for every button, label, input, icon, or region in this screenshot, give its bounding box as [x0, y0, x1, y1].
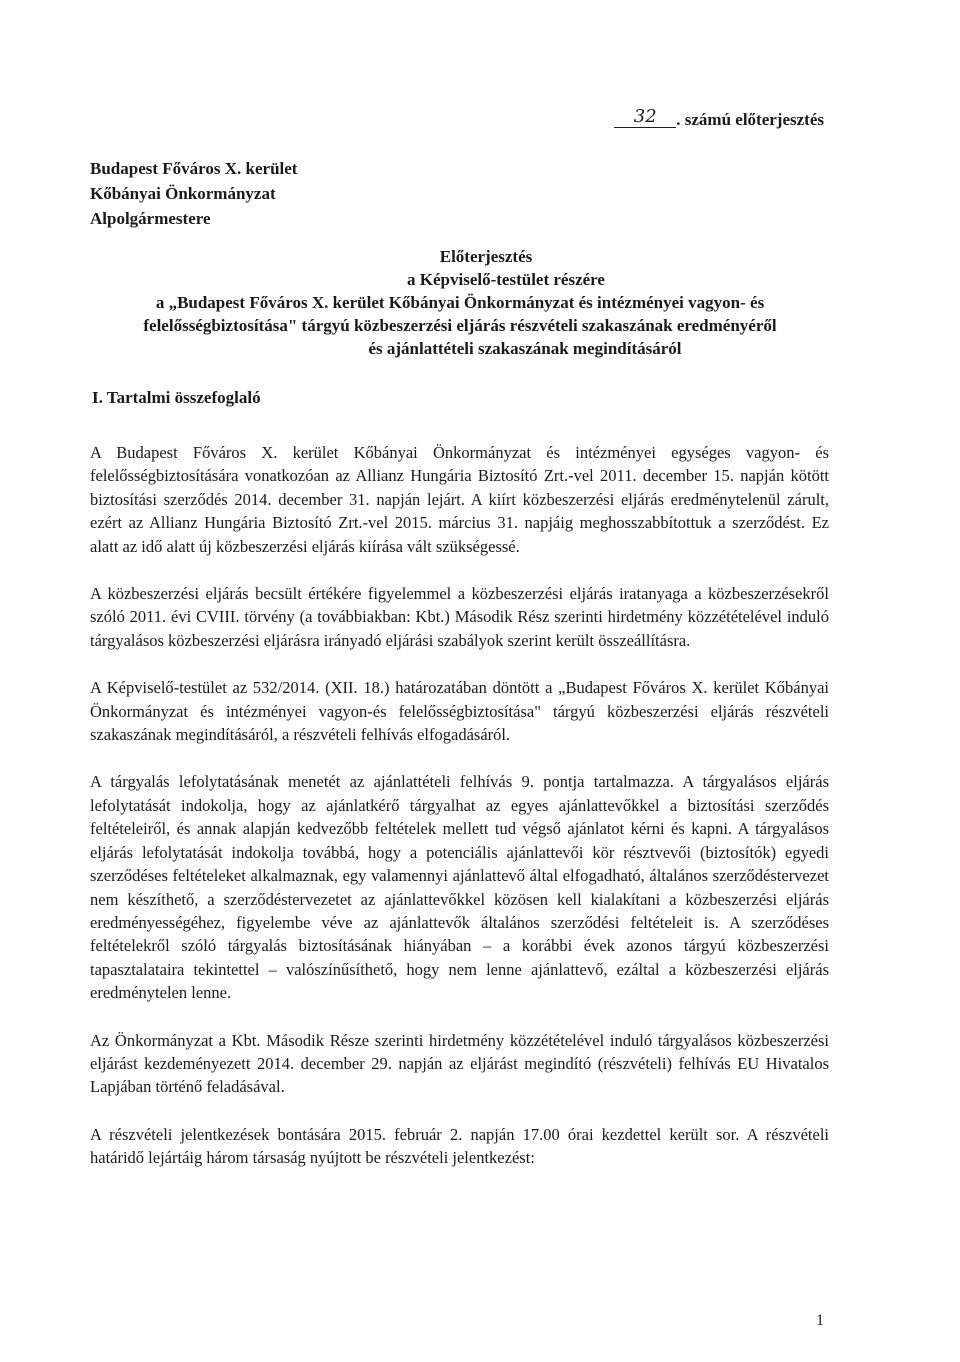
issuer-line-2: Kőbányai Önkormányzat [90, 184, 276, 203]
title-line-2: a Képviselő-testület részére [407, 270, 605, 289]
paragraph: A Képviselő-testület az 532/2014. (XII. 18.) határozatában döntött a „Budapest Főváros X. kerület Kőbányai Önkormányzat és intézményei vagyon-és felelősségbiztosítása" tárgyú közbeszerzési eljárás részvételi szakaszának megindításáról, a részvételi felhívás elfogadásáról. [90, 678, 829, 745]
page-number: 1 [816, 1312, 824, 1329]
document-title [90, 245, 830, 360]
issuer-line-1: Budapest Főváros X. kerület [90, 159, 298, 178]
paragraph: A részvételi jelentkezések bontására 2015. február 2. napján 17.00 órai kezdettel került sor. A részvételi határidő lejártáig három társaság nyújtott be részvételi jelentkezést: [90, 1124, 829, 1168]
paragraph: A közbeszerzési eljárás becsült értékére figyelemmel a közbeszerzési eljárás iratanyaga a közbeszerzésekről szóló 2011. évi CVIII. törvény (a továbbiakban: Kbt.) Második Rész szerinti hirdetmény közzétételével induló tárgyalásos közbeszerzési eljárásra irányadó eljárási szabályok szerint került összeállításra. [90, 584, 829, 650]
title-line-1: Előterjesztés [439, 247, 533, 266]
issuer-block [90, 156, 297, 231]
paragraph: A Budapest Főváros X. kerület Kőbányai Önkormányzat és intézményei egységes vagyon- és felelősségbiztosítására vonatkozóan az Allianz Hungária Biztosító Zrt.-vel 2011. december 15. napján kötött biztosítási szerződés 2014. december 31. napján lejárt. A kiírt közbeszerzési eljárás eredménytelenül zárult, ezért az Allianz Hungária Biztosító Zrt.-vel 2015. március 31. napjáig meghosszabbítottuk a szerződést. Ez alatt az idő alatt új közbeszerzési eljárás kiírása vált szükségessé. [90, 443, 829, 556]
title-line-3: a „Budapest Főváros X. kerület Kőbányai Önkormányzat és intézményei vagyon- és [155, 293, 765, 312]
issuer-line-3: Alpolgármestere [90, 209, 211, 228]
paragraph: Az Önkormányzat a Kbt. Második Része szerinti hirdetmény közzétételével induló tárgyalásos közbeszerzési eljárást kezdeményezett 2014. december 29. napján az eljárást megindító (részvételi) felhívás EU Hivatalos Lapjában történő feladásával. [90, 1030, 829, 1097]
title-line-4: felelősségbiztosítása" tárgyú közbeszerzési eljárás részvételi szakaszának eredményéről [143, 316, 777, 335]
handwritten-number: 32 [614, 107, 676, 128]
submission-number [614, 106, 824, 131]
section-heading: I. Tartalmi összefoglaló [92, 388, 261, 407]
document-body [90, 441, 829, 1194]
paragraph: A tárgyalás lefolytatásának menetét az ajánlattételi felhívás 9. pontja tartalmazza. A tárgyalásos eljárás lefolytatását indokolja, hogy az ajánlatkérő tárgyalhat az egyes ajánlattevőkkel a biztosítási szerződés feltételeiről, és annak alapján kedvezőbb feltételek mellett tud végső ajánlatot kérni és kapni. A tárgyalásos eljárás lefolytatását indokolja továbbá, hogy a potenciális ajánlattevői kör résztvevői (biztosítók) egyedi szerződéses feltételeket alkalmaznak, egy valamennyi ajánlattevő által elfogadható, általános szerződéstervezet nem készíthető, a szerződéstervezetet az ajánlattevőkkel közösen kell kialakítani a közbeszerzési eljárás eredményességéhez, figyelembe véve az ajánlattevők általános szerződési feltételeit is. A szerződéses feltételekről szóló tárgyalás biztosításának hiányában – a korábbi évek azonos tárgyú közbeszerzési tapasztalataira tekintettel – valószínűsíthető, hogy nem lenne ajánlattevő, ezáltal a közbeszerzési eljárás eredménytelen lenne. [90, 772, 829, 1003]
title-line-5: és ajánlattételi szakaszának megindításáról [368, 339, 682, 358]
submission-number-suffix: . számú előterjesztés [676, 110, 824, 129]
